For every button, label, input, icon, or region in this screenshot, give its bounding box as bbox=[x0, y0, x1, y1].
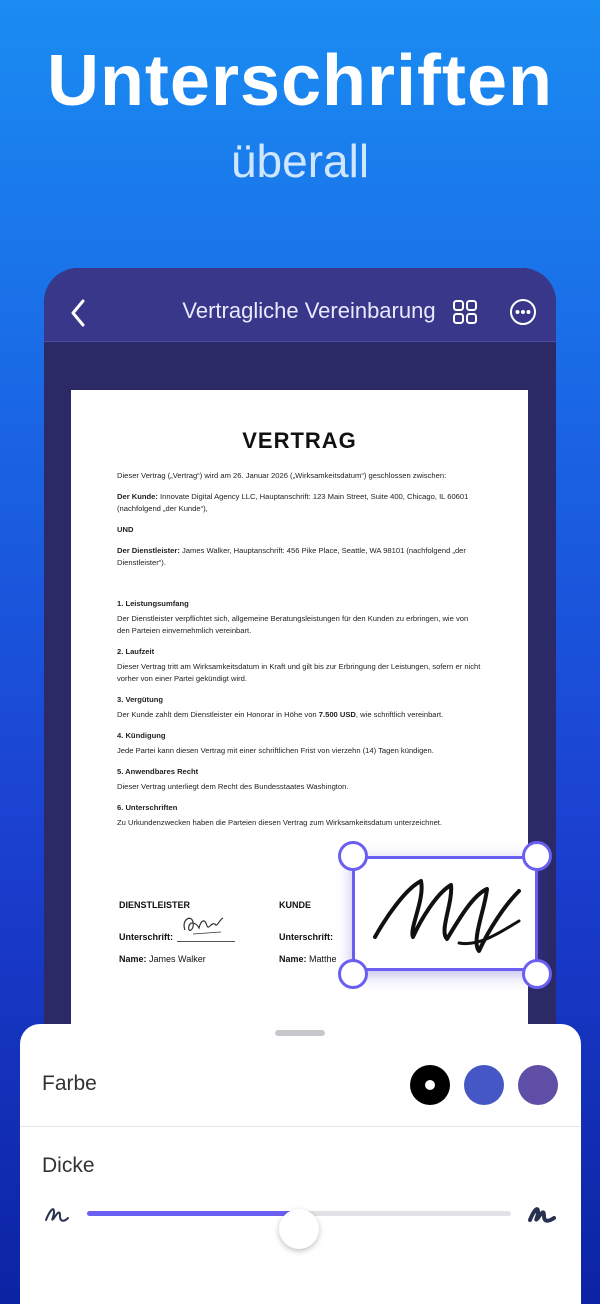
section-heading: 2. Laufzeit bbox=[117, 647, 155, 656]
color-swatch-blue[interactable] bbox=[464, 1065, 504, 1105]
customer-signature-line: Unterschrift: bbox=[279, 932, 334, 942]
top-bar bbox=[44, 268, 556, 342]
grid-icon bbox=[452, 299, 478, 325]
customer-name-line: Name: Matthe bbox=[279, 954, 337, 964]
provider-name-line: Name: James Walker bbox=[119, 954, 206, 964]
section-heading: 3. Vergütung bbox=[117, 695, 163, 704]
panel-divider bbox=[20, 1126, 581, 1127]
customer-label: Der Kunde: bbox=[117, 492, 158, 501]
provider-text: James Walker, Hauptanschrift: 456 Pike Place, Seattle, WA 98101 (nachfolgend „der Dienstleister“). bbox=[117, 546, 466, 567]
contract-page bbox=[71, 390, 528, 1090]
customer-paragraph bbox=[117, 491, 482, 515]
section-text: Der Dienstleister verpflichtet sich, allgemeine Beratungsleistungen für den Kunden zu erbringen, wie von den Parteien einvernehmlich vereinbart. bbox=[117, 614, 469, 635]
and-text: UND bbox=[117, 525, 134, 534]
section-heading: 1. Leistungsumfang bbox=[117, 599, 189, 608]
more-icon bbox=[509, 298, 537, 326]
thickness-label: Dicke bbox=[42, 1154, 95, 1177]
signature-drawing bbox=[355, 859, 535, 968]
color-swatch-black[interactable] bbox=[410, 1065, 450, 1105]
customer-role: KUNDE bbox=[279, 900, 312, 910]
section-text: Dieser Vertrag unterliegt dem Recht des Bundesstaates Washington. bbox=[117, 782, 349, 791]
resize-handle-top-left[interactable] bbox=[338, 841, 368, 871]
section-text: Dieser Vertrag tritt am Wirksamkeitsdatum in Kraft und gilt bis zur Erbringung der Leistungen, sofern er nicht vorher von einer Partei gekündigt wird. bbox=[117, 662, 481, 683]
grid-button[interactable] bbox=[452, 299, 478, 325]
section-heading: 5. Anwendbares Recht bbox=[117, 767, 199, 776]
provider-paragraph bbox=[117, 545, 482, 569]
section-text: Jede Partei kann diesen Vertrag mit einer schriftlichen Frist von vierzehn (14) Tagen kündigen. bbox=[117, 746, 434, 755]
more-button[interactable] bbox=[509, 298, 537, 326]
slider-thumb[interactable] bbox=[279, 1209, 319, 1249]
thick-pen-icon bbox=[526, 1200, 558, 1228]
provider-signature-image bbox=[181, 912, 227, 938]
section-heading: 4. Kündigung bbox=[117, 731, 166, 740]
section-text: Der Kunde zahlt dem Dienstleister ein Honorar in Höhe von 7.500 USD, wie schriftlich vereinbart. bbox=[117, 710, 444, 719]
resize-handle-top-right[interactable] bbox=[522, 841, 552, 871]
fee-amount: 7.500 USD bbox=[318, 710, 356, 719]
contract-title: VERTRAG bbox=[242, 428, 357, 453]
customer-signature-block bbox=[279, 900, 337, 976]
promo-subheadline: überall bbox=[230, 135, 370, 187]
resize-handle-bottom-left[interactable] bbox=[338, 959, 368, 989]
provider-signature-block bbox=[119, 900, 235, 976]
provider-role: DIENSTLEISTER bbox=[119, 900, 191, 910]
provider-label: Der Dienstleister: bbox=[117, 546, 180, 555]
style-panel bbox=[20, 1024, 581, 1304]
intro-paragraph: Dieser Vertrag („Vertrag“) wird am 26. Januar 2026 („Wirksamkeitsdatum“) geschlossen zwischen: bbox=[117, 471, 447, 480]
promo-headline: Unterschriften bbox=[46, 41, 554, 121]
section-text: Zu Urkundenzwecken haben die Parteien diesen Vertrag zum Wirksamkeitsdatum unterzeichnet. bbox=[117, 818, 443, 827]
provider-signature-line: Unterschrift: bbox=[119, 932, 235, 942]
thickness-slider[interactable] bbox=[42, 1194, 558, 1234]
slider-fill bbox=[87, 1211, 299, 1216]
customer-text: Innovate Digital Agency LLC, Hauptanschrift: 123 Main Street, Suite 400, Chicago, IL 60601 (nachfolgend „der Kunde“), bbox=[117, 492, 469, 513]
thin-pen-icon bbox=[42, 1200, 72, 1228]
slider-track[interactable] bbox=[87, 1211, 511, 1216]
resize-handle-bottom-right[interactable] bbox=[522, 959, 552, 989]
back-button[interactable] bbox=[66, 298, 90, 328]
contract-body bbox=[117, 470, 482, 838]
color-label: Farbe bbox=[42, 1072, 97, 1095]
chevron-left-icon bbox=[70, 299, 86, 327]
panel-grabber[interactable] bbox=[275, 1030, 325, 1036]
section-heading: 6. Unterschriften bbox=[117, 803, 178, 812]
document-title: Vertragliche Vereinbarung bbox=[182, 298, 436, 323]
signature-selection-box[interactable] bbox=[352, 856, 538, 971]
color-swatch-purple[interactable] bbox=[518, 1065, 558, 1105]
